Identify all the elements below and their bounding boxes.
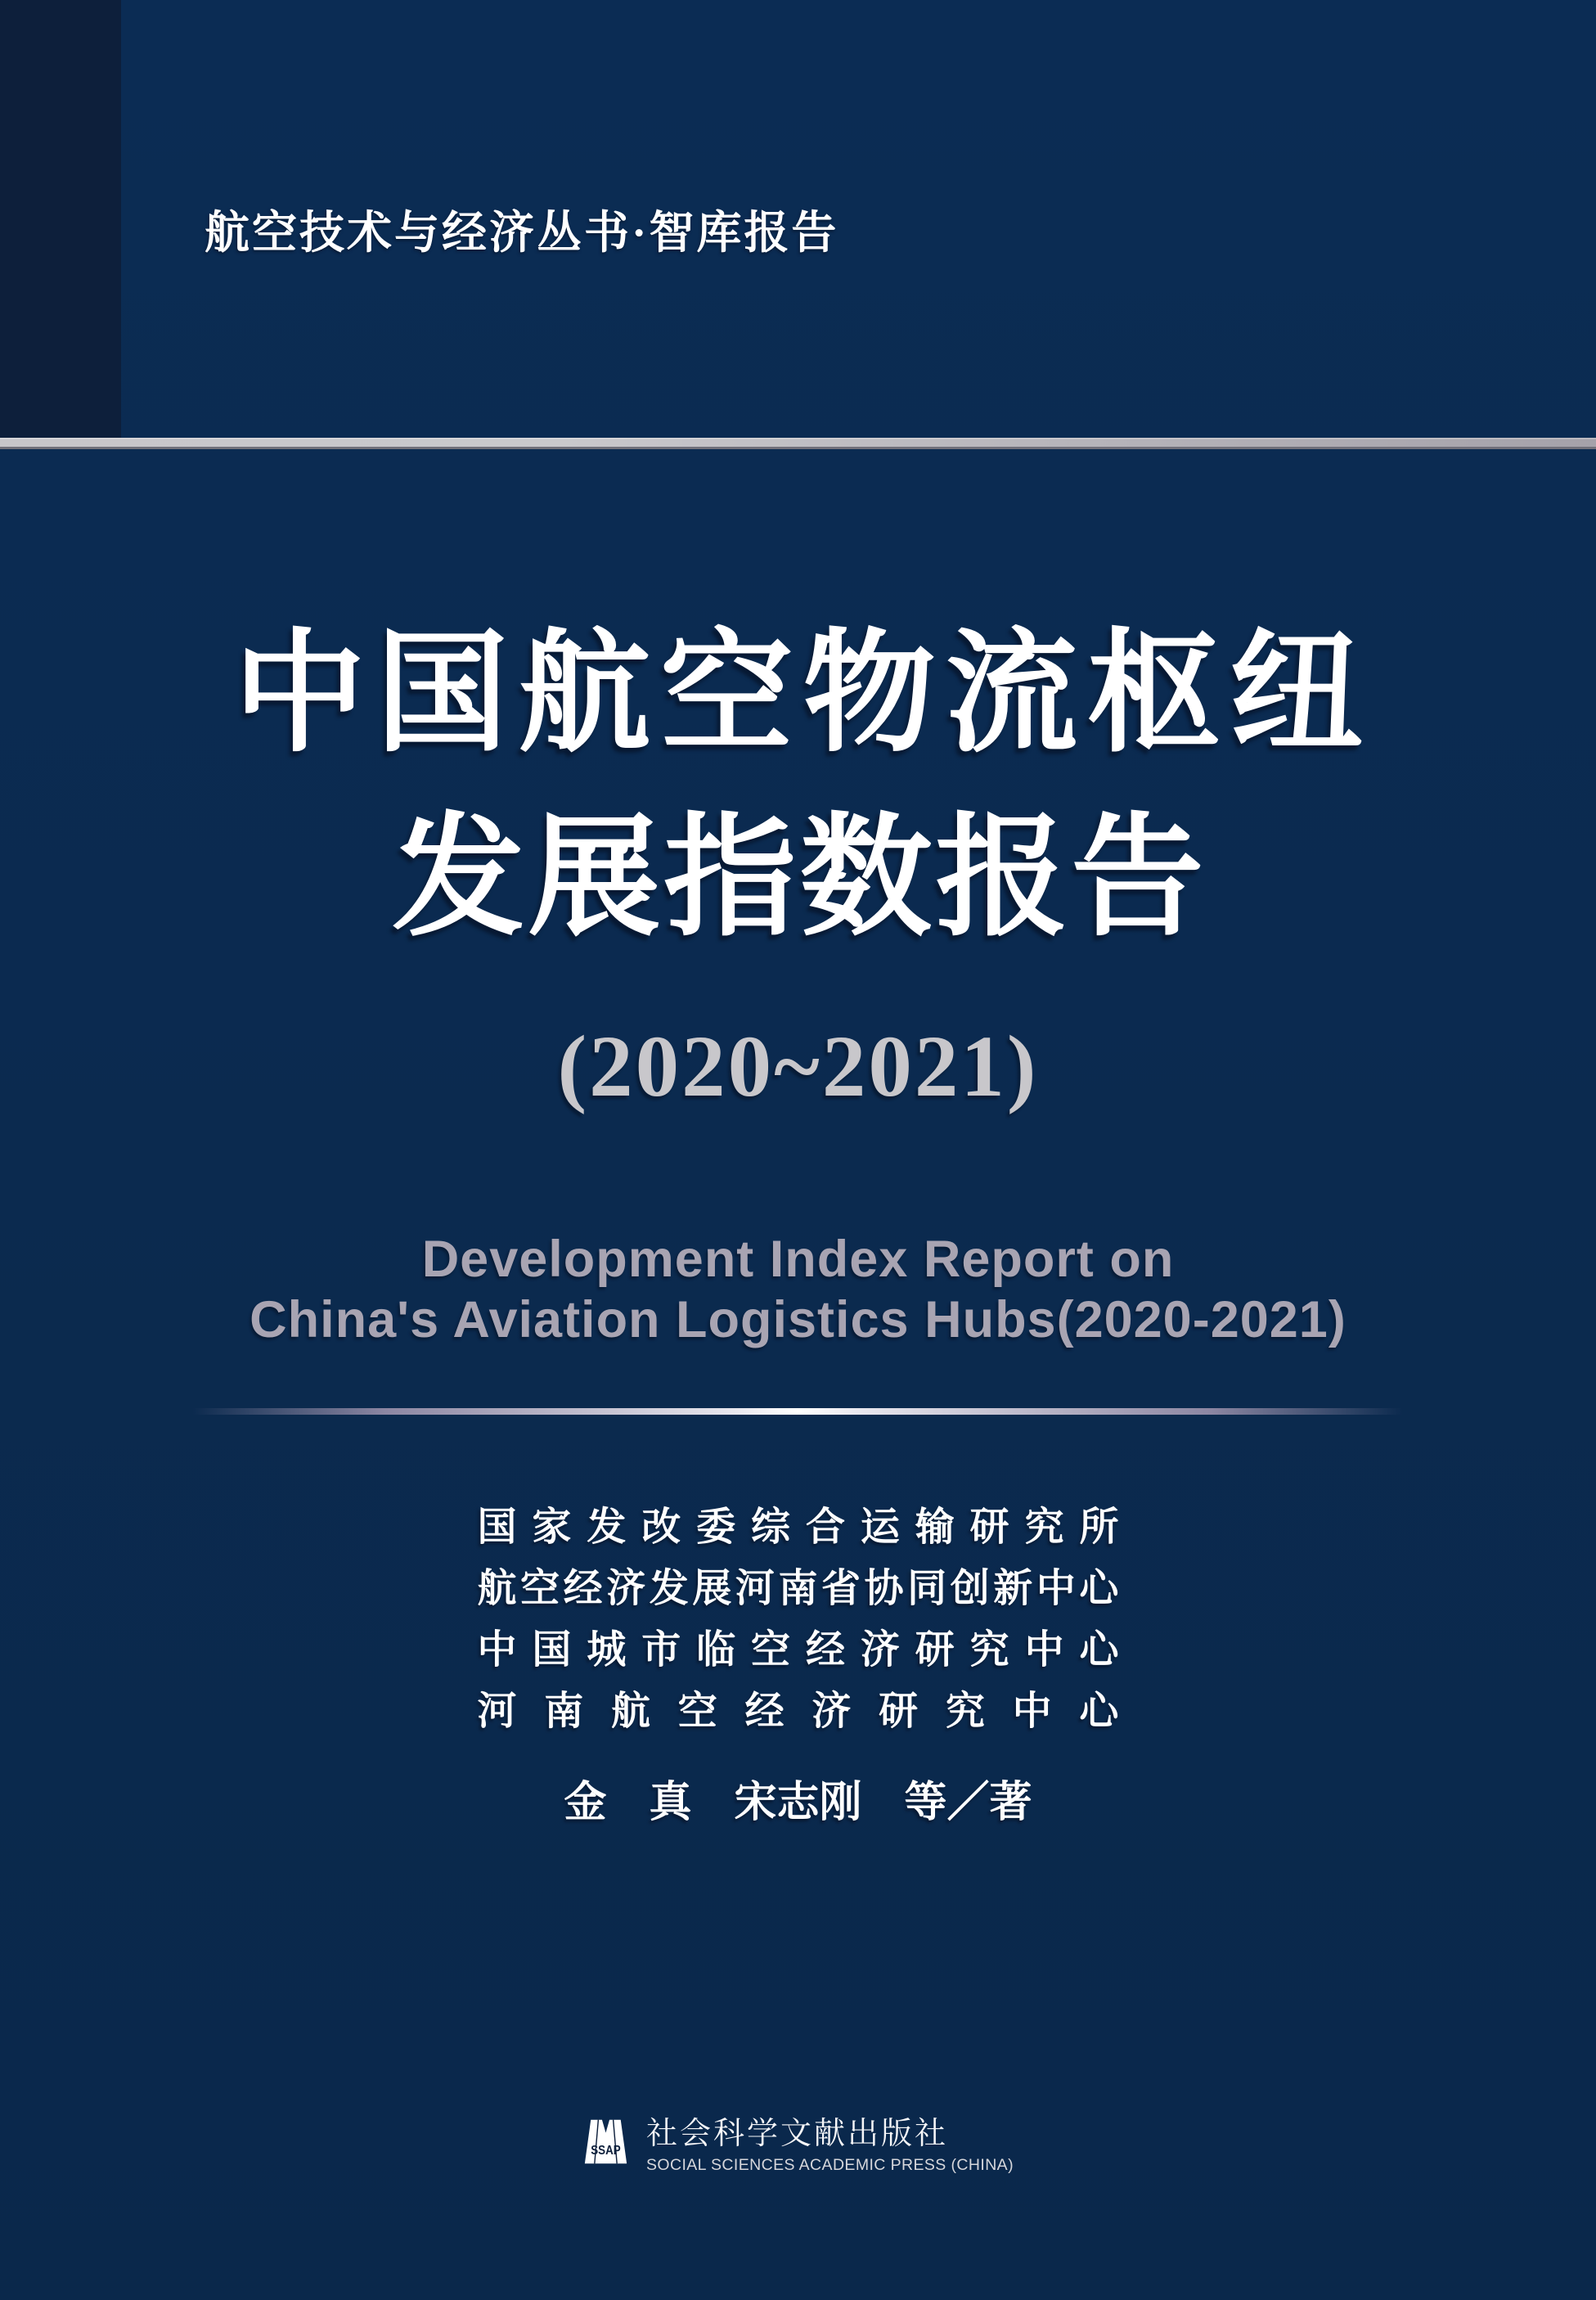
institution-char: 空 bbox=[751, 1628, 791, 1672]
institution-char: 空 bbox=[677, 1690, 717, 1733]
institution-char: 济 bbox=[860, 1628, 900, 1672]
main-title-line-1: 中国航空物流枢纽 bbox=[233, 622, 1373, 768]
publisher-names bbox=[646, 2116, 1014, 2175]
institution-char: 输 bbox=[915, 1506, 955, 1549]
institution-char: 改 bbox=[641, 1506, 681, 1549]
edition-years: (2020~2021) bbox=[557, 1019, 1039, 1115]
publisher-name-en: SOCIAL SCIENCES ACADEMIC PRESS (CHINA) bbox=[646, 2155, 1014, 2174]
institution-char: 所 bbox=[1079, 1506, 1119, 1549]
institution-char: 中 bbox=[477, 1628, 517, 1672]
institution-line-1 bbox=[478, 1508, 1119, 1547]
institution-char: 航 bbox=[611, 1690, 651, 1733]
institution-char: 委 bbox=[696, 1506, 736, 1549]
institution-char: 发 bbox=[587, 1506, 627, 1549]
institutions-block bbox=[478, 1508, 1119, 1731]
institution-char: 中 bbox=[1024, 1628, 1064, 1672]
institution-line-3 bbox=[477, 1628, 1119, 1672]
institution-char: 合 bbox=[805, 1506, 845, 1549]
institution-char: 空 bbox=[520, 1567, 560, 1610]
gradient-divider-rule bbox=[192, 1408, 1403, 1415]
institution-char: 同 bbox=[907, 1567, 947, 1610]
publisher-name-zh: 社会科学文献出版社 bbox=[646, 2117, 949, 2151]
institution-char: 展 bbox=[692, 1567, 732, 1610]
institution-char: 省 bbox=[821, 1567, 861, 1610]
publisher-block bbox=[0, 2116, 1596, 2175]
institution-char: 究 bbox=[969, 1628, 1009, 1672]
institution-char: 究 bbox=[1024, 1506, 1064, 1549]
institution-char: 中 bbox=[1012, 1690, 1052, 1733]
institution-char: 综 bbox=[751, 1506, 791, 1549]
authors: 金 真 宋志刚 等／著 bbox=[564, 1780, 1032, 1826]
institution-char: 临 bbox=[696, 1628, 736, 1672]
english-subtitle-line-1: Development Index Report on bbox=[421, 1231, 1175, 1288]
institution-char: 究 bbox=[945, 1690, 985, 1733]
institution-char: 航 bbox=[477, 1567, 517, 1610]
institution-char: 中 bbox=[1036, 1567, 1076, 1610]
institution-char: 家 bbox=[532, 1506, 572, 1549]
ssap-publisher-logo-icon bbox=[582, 2119, 629, 2164]
institution-char: 运 bbox=[860, 1506, 900, 1549]
institution-char: 创 bbox=[950, 1567, 990, 1610]
institution-char: 国 bbox=[532, 1628, 572, 1672]
english-subtitle-line-2: China's Aviation Logistics Hubs(2020-2021) bbox=[250, 1291, 1346, 1349]
institution-char: 研 bbox=[969, 1506, 1009, 1549]
institution-char: 心 bbox=[1079, 1567, 1119, 1610]
institution-line-2 bbox=[478, 1569, 1119, 1609]
institution-char: 国 bbox=[477, 1506, 517, 1549]
institution-char: 发 bbox=[649, 1567, 689, 1610]
main-title-line-2: 发展指数报告 bbox=[392, 806, 1207, 952]
series-title: 航空技术与经济丛书·智库报告 bbox=[205, 208, 839, 258]
institution-char: 河 bbox=[735, 1567, 775, 1610]
metal-band-divider bbox=[0, 438, 1596, 449]
institution-char: 协 bbox=[864, 1567, 904, 1610]
institution-char: 市 bbox=[641, 1628, 681, 1672]
institution-char: 南 bbox=[544, 1690, 584, 1733]
institution-char: 新 bbox=[993, 1567, 1033, 1610]
institution-char: 经 bbox=[744, 1690, 785, 1733]
institution-char: 研 bbox=[879, 1690, 919, 1733]
institution-char: 济 bbox=[606, 1567, 646, 1610]
institution-char: 研 bbox=[915, 1628, 955, 1672]
institution-char: 经 bbox=[805, 1628, 845, 1672]
english-subtitle bbox=[0, 1229, 1596, 1351]
corner-accent-block bbox=[0, 0, 121, 439]
institution-char: 河 bbox=[477, 1690, 517, 1733]
institution-char: 心 bbox=[1079, 1628, 1119, 1672]
institution-char: 心 bbox=[1079, 1690, 1119, 1733]
ssap-logo-text: SSAP bbox=[591, 2143, 621, 2158]
institution-char: 城 bbox=[587, 1628, 627, 1672]
institution-line-4 bbox=[478, 1692, 1119, 1731]
institution-char: 南 bbox=[778, 1567, 818, 1610]
institution-char: 经 bbox=[563, 1567, 603, 1610]
institution-char: 济 bbox=[811, 1690, 852, 1733]
